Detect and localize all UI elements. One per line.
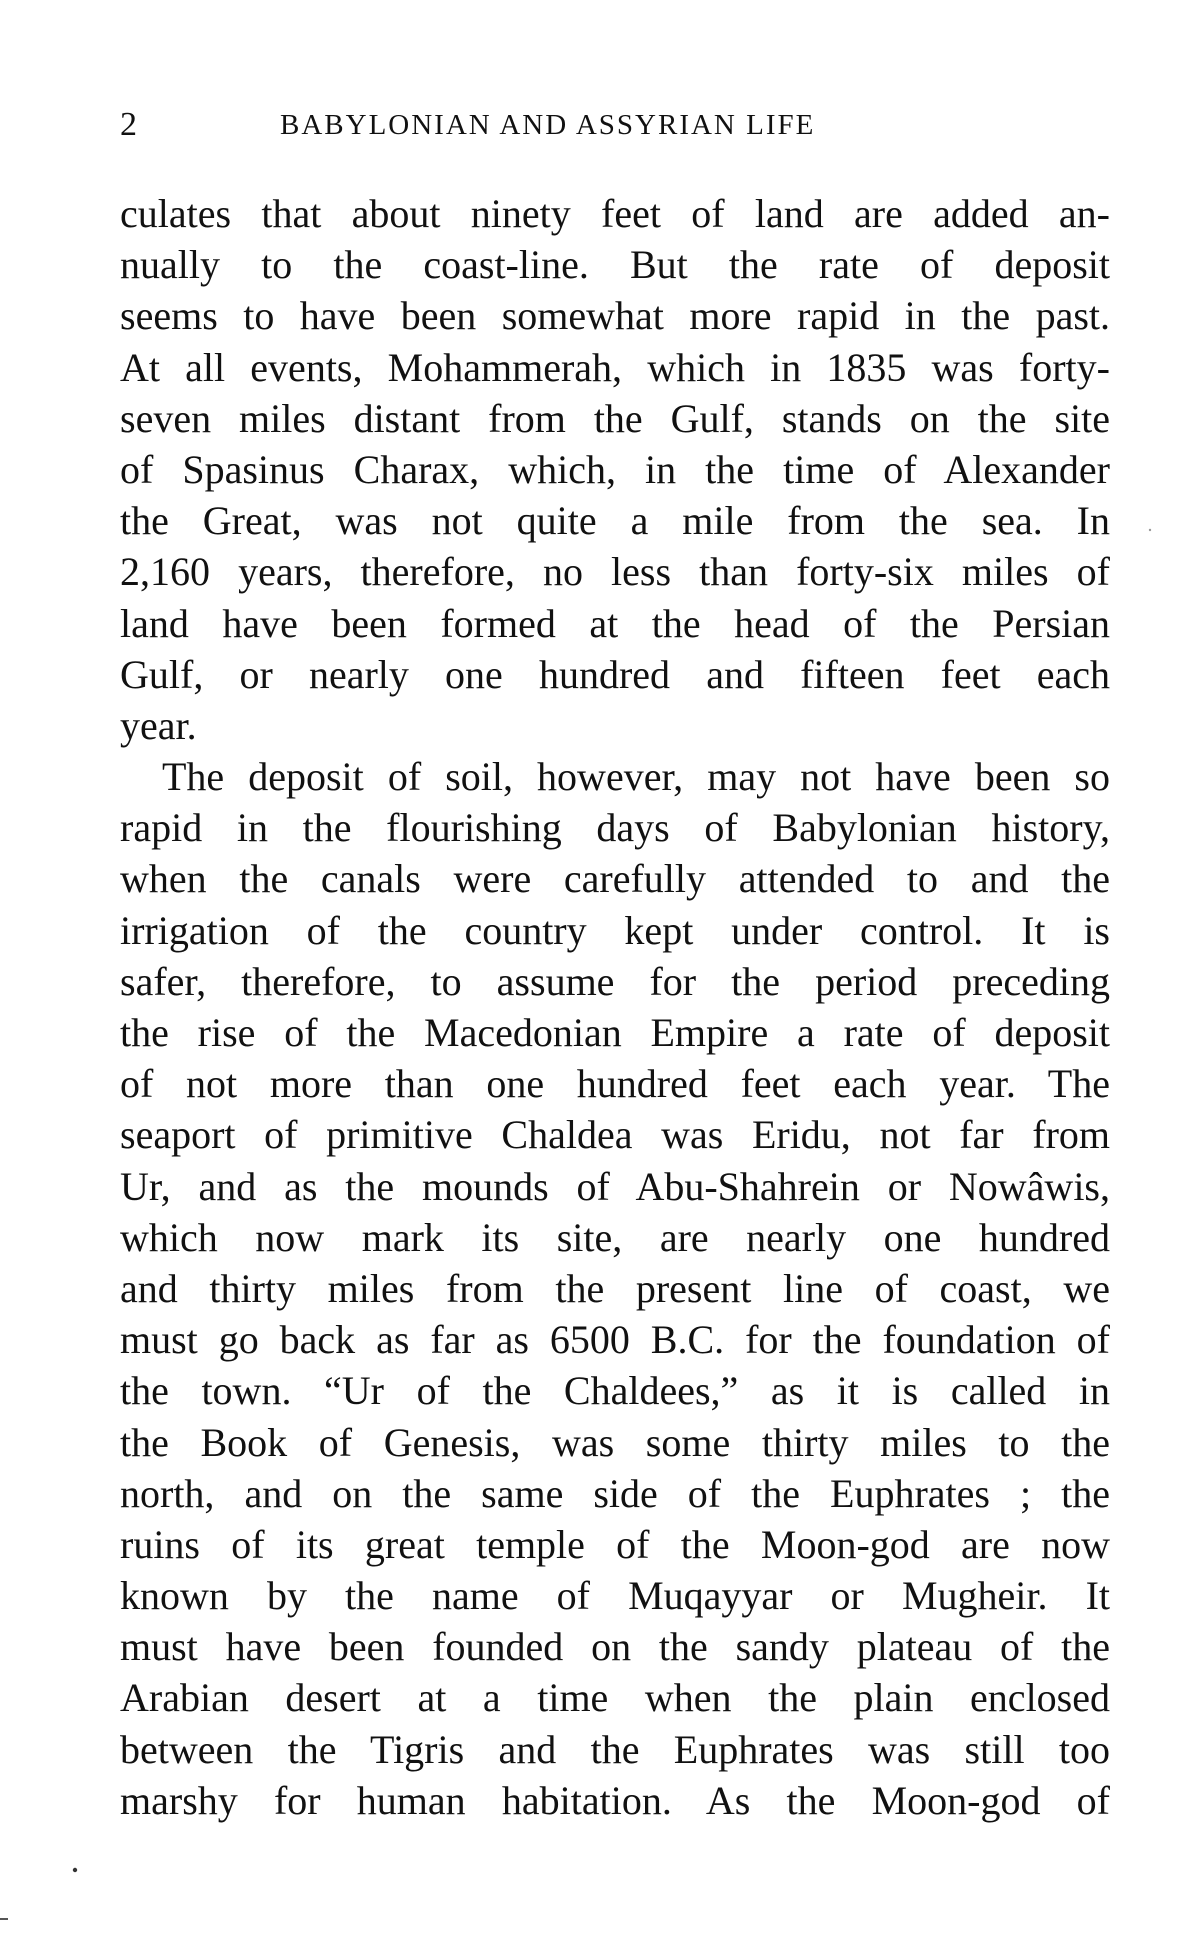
text-line: between the Tigris and the Euphrates was still too	[120, 1726, 1110, 1772]
text-line: which now mark its site, are nearly one hundred	[120, 1214, 1110, 1260]
text-line: seaport of primitive Chaldea was Eridu, not far from	[120, 1112, 1110, 1158]
text-line: and thirty miles from the present line of coast, we	[120, 1265, 1110, 1311]
page-number: 2	[120, 106, 137, 143]
text-line: land have been formed at the head of the Persian	[120, 600, 1110, 646]
text-line: of Spasinus Charax, which, in the time of Alexander	[120, 446, 1110, 492]
text-line: rapid in the flourishing days of Babylonian history,	[120, 805, 1110, 851]
text-line: nually to the coast-line. But the rate of deposit	[120, 242, 1110, 288]
text-line: known by the name of Muqayyar or Mugheir. It	[120, 1573, 1110, 1619]
body-text	[120, 188, 1110, 1826]
text-line: seems to have been somewhat more rapid in the past.	[120, 293, 1110, 339]
text-line: the town. “Ur of the Chaldees,” as it is called in	[120, 1368, 1110, 1414]
text-line: north, and on the same side of the Euphrates ; the	[120, 1470, 1110, 1516]
text-line: the rise of the Macedonian Empire a rate of deposit	[120, 1010, 1110, 1055]
text-line: Arabian desert at a time when the plain enclosed	[120, 1675, 1110, 1721]
text-line: 2,160 years, therefore, no less than forty-six miles of	[120, 549, 1110, 595]
text-line: must have been founded on the sandy plateau of the	[120, 1624, 1110, 1670]
page-header	[120, 100, 1110, 150]
text-line: Ur, and as the mounds of Abu-Shahrein or Nowâwis,	[120, 1163, 1110, 1209]
text-line: year.	[120, 702, 197, 748]
text-line: of not more than one hundred feet each year. The	[120, 1061, 1110, 1107]
text-line: seven miles distant from the Gulf, stands on the site	[120, 395, 1110, 441]
text-line: irrigation of the country kept under control. It is	[120, 907, 1110, 953]
text-line: At all events, Mohammerah, which in 1835 was forty-	[120, 344, 1110, 390]
text-line: the Book of Genesis, was some thirty miles to the	[120, 1419, 1110, 1465]
text-line: must go back as far as 6500 B.C. for the foundation of	[120, 1317, 1110, 1363]
text-line: The deposit of soil, however, may not have been so	[162, 754, 1110, 800]
text-line: the Great, was not quite a mile from the sea. In	[120, 498, 1110, 544]
text-line: culates that about ninety feet of land are added an-	[120, 191, 1110, 236]
running-head: BABYLONIAN AND ASSYRIAN LIFE	[280, 109, 816, 141]
text-line: marshy for human habitation. As the Moon-god of	[120, 1777, 1110, 1823]
text-line: when the canals were carefully attended to and the	[120, 856, 1110, 902]
text-line: ruins of its great temple of the Moon-god are now	[120, 1521, 1110, 1567]
text-line: safer, therefore, to assume for the period preceding	[120, 958, 1110, 1004]
text-line: Gulf, or nearly one hundred and fifteen feet each	[120, 651, 1110, 697]
